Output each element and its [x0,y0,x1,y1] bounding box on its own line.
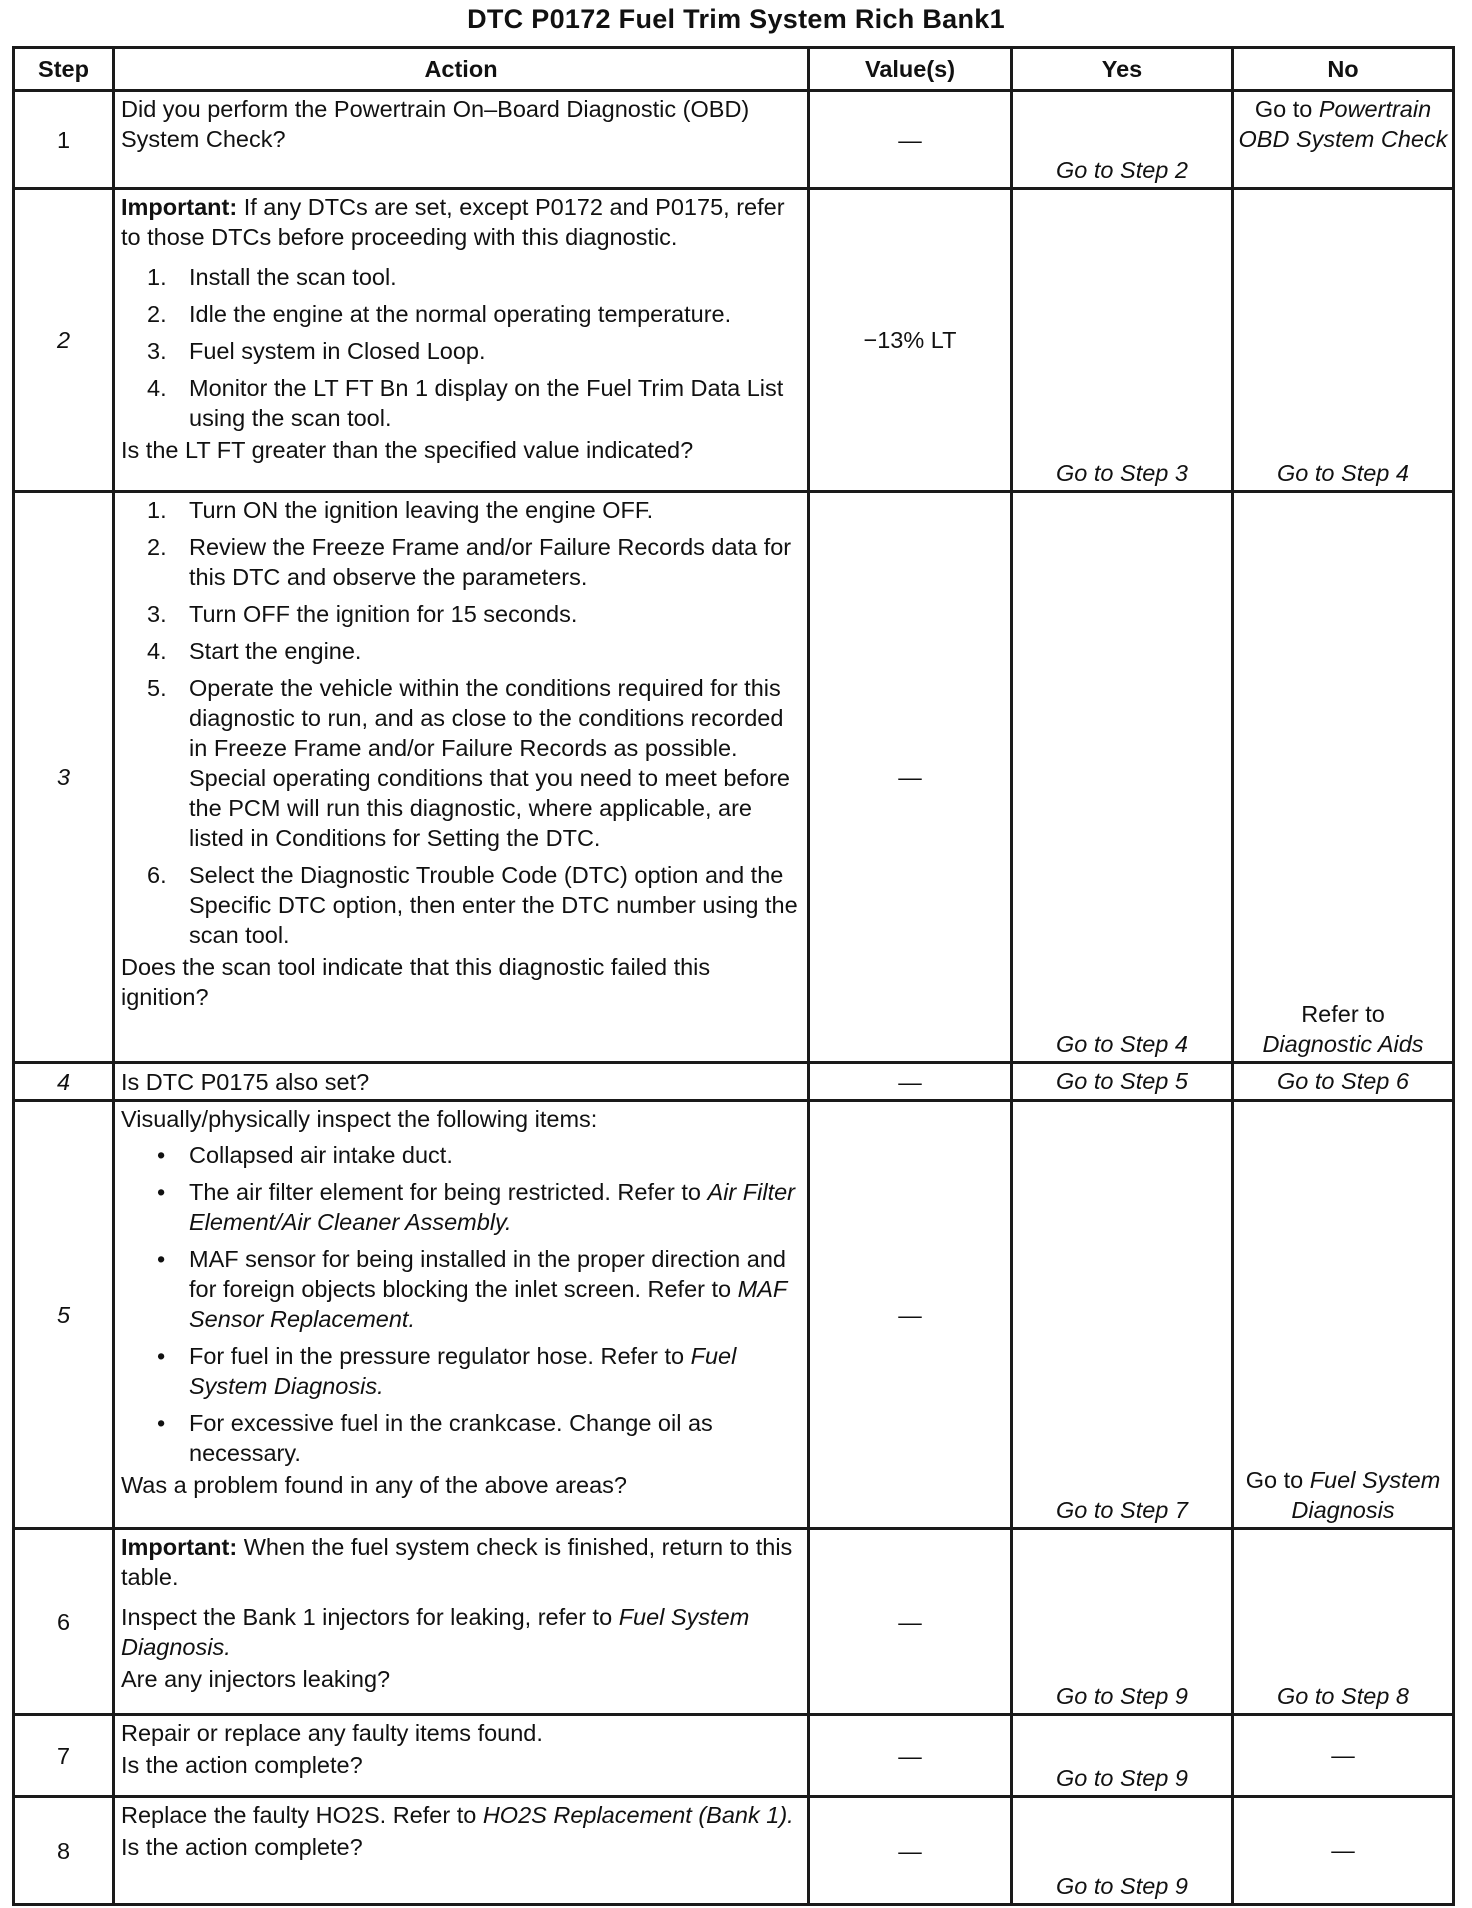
action-question: Did you perform the Powertrain On–Board Diagnostic (OBD) System Check? [121,96,750,152]
action-cell [114,189,809,492]
no-link[interactable]: Diagnostic Aids [1262,1031,1424,1057]
list-item: 3. Fuel system in Closed Loop. [147,338,486,364]
value-cell: — [809,1101,1012,1529]
value-cell: — [809,492,1012,1063]
yes-cell[interactable] [1012,1529,1233,1715]
action-text: Replace the faulty HO2S. Refer to HO2S Replacement (Bank 1). [121,1802,794,1828]
value-cell: — [809,1063,1012,1101]
value-cell: — [809,91,1012,189]
important-label: Important: [121,1534,238,1560]
yes-cell[interactable] [1012,1715,1233,1797]
no-cell[interactable] [1233,1529,1454,1715]
action-cell [114,1529,809,1715]
value-cell: — [809,1529,1012,1715]
table-row [14,1529,1454,1715]
list-item: • MAF sensor for being installed in the proper direction and for foreign objects blocking the inlet screen. Refer to MAF Sensor Replacement. [157,1246,787,1332]
yes-link[interactable]: Go to Step 4 [1056,1031,1188,1057]
important-note [121,192,803,252]
yes-link[interactable]: Go to Step 7 [1056,1497,1188,1523]
action-cell [114,91,809,189]
yes-cell[interactable] [1012,91,1233,189]
doc-link[interactable]: Air Filter Element/Air Cleaner Assembly. [189,1179,796,1235]
list-item: • For excessive fuel in the crankcase. Change oil as necessary. [157,1410,713,1466]
value-cell: — [809,1797,1012,1905]
table-row [14,492,1454,1063]
action-question: Is the LT FT greater than the specified value indicated? [121,437,694,463]
table-row [14,91,1454,189]
no-cell: — [1233,1715,1454,1797]
important-label: Important: [121,194,238,220]
yes-link[interactable]: Go to Step 3 [1056,460,1188,486]
doc-link[interactable]: HO2S Replacement (Bank 1). [482,1802,794,1828]
list-item: 3. Turn OFF the ignition for 15 seconds. [147,601,578,627]
inspect-instruction: Inspect the Bank 1 injectors for leaking, refer to Fuel System Diagnosis. [121,1604,750,1660]
action-cell [114,1063,809,1101]
no-cell[interactable] [1233,91,1454,189]
action-cell [114,1797,809,1905]
no-link[interactable]: Fuel System Diagnosis [1291,1467,1441,1523]
action-cell [114,492,809,1063]
header-yes: Yes [1012,48,1233,91]
header-row [14,48,1454,91]
action-question: Are any injectors leaking? [121,1666,391,1692]
yes-link[interactable]: Go to Step 5 [1056,1068,1188,1094]
yes-cell[interactable] [1012,189,1233,492]
yes-link[interactable]: Go to Step 9 [1056,1873,1188,1899]
value-cell: −13% LT [809,189,1012,492]
no-link[interactable]: Go to Step 6 [1277,1068,1409,1094]
step-number: 8 [14,1797,114,1905]
diagnostic-table [12,46,1455,1906]
list-item: 2. Idle the engine at the normal operating temperature. [147,301,732,327]
action-cell [114,1101,809,1529]
no-prefix: Go to [1254,96,1313,122]
no-cell[interactable] [1233,1063,1454,1101]
yes-cell[interactable] [1012,1101,1233,1529]
list-item: 5. Operate the vehicle within the conditions required for this diagnostic to run, and as close to the conditions recorded in Freeze Frame and/or Failure Records as possible. Special operating conditions that you need to meet before the PCM will run this diagnostic, where applicable, are listed in Conditions for Setting the DTC. [147,675,790,851]
important-text: If any DTCs are set, except P0172 and P0175, refer to those DTCs before proceeding with this diagnostic. [121,194,785,250]
list-item: • The air filter element for being restricted. Refer to Air Filter Element/Air Cleaner Assembly. [157,1179,796,1235]
list-item: 4. Start the engine. [147,638,362,664]
list-item: 1. Install the scan tool. [147,264,397,290]
table-row [14,1101,1454,1529]
procedure-list [121,495,803,950]
no-link[interactable]: Go to Step 4 [1277,460,1409,486]
step-number: 1 [14,91,114,189]
list-item: • For fuel in the pressure regulator hose. Refer to Fuel System Diagnosis. [157,1343,737,1399]
yes-cell[interactable] [1012,492,1233,1063]
action-question: Is the action complete? [121,1752,363,1778]
table-row [14,1715,1454,1797]
table-row [14,189,1454,492]
no-cell[interactable] [1233,189,1454,492]
doc-link[interactable]: Fuel System Diagnosis. [121,1604,750,1660]
procedure-list [121,262,803,433]
list-item: 4. Monitor the LT FT Bn 1 display on the Fuel Trim Data List using the scan tool. [147,375,784,431]
important-text: When the fuel system check is finished, return to this table. [121,1534,793,1590]
no-link[interactable]: Go to Step 8 [1277,1683,1409,1709]
action-cell [114,1715,809,1797]
no-cell[interactable] [1233,492,1454,1063]
step-number: 5 [14,1101,114,1529]
yes-link[interactable]: Go to Step 9 [1056,1765,1188,1791]
header-step: Step [14,48,114,91]
page-title: DTC P0172 Fuel Trim System Rich Bank1 [467,4,1005,34]
header-action: Action [114,48,809,91]
list-item: 2. Review the Freeze Frame and/or Failure Records data for this DTC and observe the parameters. [147,534,792,590]
no-cell: — [1233,1797,1454,1905]
action-intro: Visually/physically inspect the following items: [121,1106,598,1132]
step-number: 3 [14,492,114,1063]
yes-cell[interactable] [1012,1797,1233,1905]
action-text: Repair or replace any faulty items found. [121,1720,543,1746]
doc-link[interactable]: MAF Sensor Replacement. [189,1276,787,1332]
yes-link[interactable]: Go to Step 2 [1056,157,1188,183]
action-question: Does the scan tool indicate that this diagnostic failed this ignition? [121,954,711,1010]
action-question: Is DTC P0175 also set? [121,1068,370,1095]
important-note [121,1532,803,1592]
no-prefix: Refer to [1301,1001,1385,1027]
table-row [14,1063,1454,1101]
list-item: • Collapsed air intake duct. [157,1142,453,1168]
list-item: 6. Select the Diagnostic Trouble Code (DTC) option and the Specific DTC option, then enter the DTC number using the scan tool. [147,862,798,948]
header-values: Value(s) [809,48,1012,91]
step-number: 7 [14,1715,114,1797]
yes-cell[interactable] [1012,1063,1233,1101]
step-number: 6 [14,1529,114,1715]
table-row [14,1797,1454,1905]
no-link[interactable]: Powertrain OBD System Check [1238,96,1448,152]
step-number: 4 [14,1063,114,1101]
yes-link[interactable]: Go to Step 9 [1056,1683,1188,1709]
header-no: No [1233,48,1454,91]
value-cell: — [809,1715,1012,1797]
no-prefix: Go to [1245,1467,1304,1493]
action-question: Is the action complete? [121,1834,363,1860]
action-question: Was a problem found in any of the above areas? [121,1472,627,1498]
list-item: 1. Turn ON the ignition leaving the engine OFF. [147,497,654,523]
no-cell[interactable] [1233,1101,1454,1529]
inspection-list [121,1140,803,1468]
step-number: 2 [14,189,114,492]
doc-link[interactable]: Fuel System Diagnosis. [189,1343,737,1399]
